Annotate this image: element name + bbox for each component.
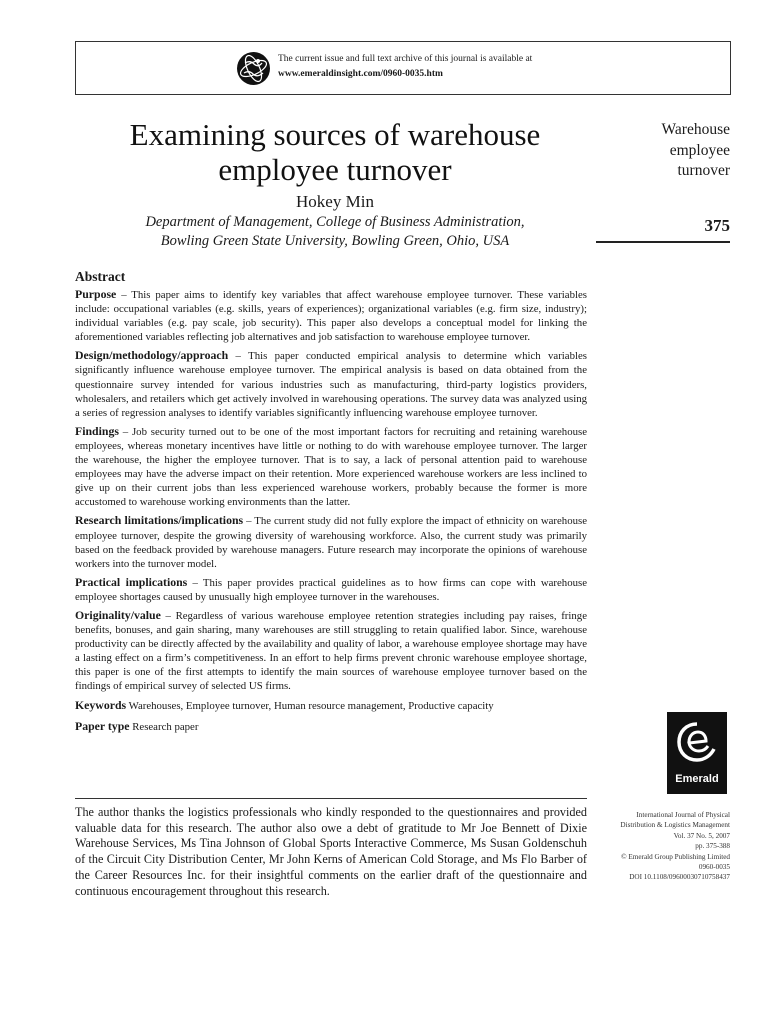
journal-name-line-1: International Journal of Physical <box>636 811 730 819</box>
author-name: Hokey Min <box>296 192 374 211</box>
journal-copyright: © Emerald Group Publishing Limited <box>621 852 730 861</box>
paper-type-label: Paper type <box>75 718 130 733</box>
abstract-section-purpose <box>75 287 587 344</box>
abstract-section-findings <box>75 424 587 510</box>
globe-icon <box>236 51 271 86</box>
section-text: – This paper conducted empirical analysis to determine which variables significantly influence warehouse employee turnover. The empirical analysis is based on data obtained from the questionnaire survey intended for various industries such as manufacturing, third-party logistics providers, wholesalers, and retailers which get actively involved in warehousing operations. The survey data was analyzed using a series of regression analyses to identify variables significantly influencing warehouse employee turnover. <box>75 350 587 419</box>
abstract-section-limitations <box>75 513 587 570</box>
journal-availability-box <box>75 41 731 95</box>
journal-doi: DOI 10.1108/09600030710758437 <box>629 873 730 882</box>
section-text: – The current study did not fully explore the impact of ethnicity on warehouse employee turnover, despite the growing diversity of warehousing workforce. Also, the current study was primarily based on the feedback provided by warehouse managers. Future research may incorporate the opinions of warehouse workers into the turnover model. <box>75 515 587 570</box>
abstract-heading: Abstract <box>75 269 126 284</box>
section-label: Research limitations/implications <box>75 513 244 528</box>
availability-notice <box>278 52 532 82</box>
journal-volume: Vol. 37 No. 5, 2007 <box>673 831 730 840</box>
paper-type <box>75 719 587 734</box>
section-text: – Regardless of various warehouse employee retention strategies including pay raises, fringe benefits, bonuses, and gain sharing, many warehouses are still struggling to retain qualified labor. Since, warehouse productivity can be directly affected by the availability and quality of labor, a warehouse employee shortage may have a lasting effect on a firm’s competitiveness. In an effort to help firms prevent chronic warehouse employee shortage, this paper is one of the first attempts to identify the main sources of warehouse employee turnover based on the findings of empirical survey of selected US firms. <box>75 609 587 693</box>
keywords-text: Warehouses, Employee turnover, Human resource management, Productive capacity <box>126 699 494 712</box>
emerald-logo-text: Emerald <box>675 773 719 785</box>
journal-pages: pp. 375-388 <box>695 842 730 851</box>
section-label: Purpose <box>75 287 117 301</box>
journal-name-line-2: Distribution & Logistics Management <box>620 821 730 830</box>
affiliation-line-1: Department of Management, College of Business Administration, <box>145 214 525 230</box>
abstract <box>75 268 587 734</box>
abstract-section-practical <box>75 575 587 604</box>
section-label: Practical implications <box>75 574 188 589</box>
acknowledgement: The author thanks the logistics professionals who kindly responded to the questionnaires and provided valuable data for this research. The author also owe a debt of gratitude to Mr Joe Bennett of Dixie Warehouse Services, Ms Tina Johnson of Global Sports Interactive Commerce, Ms Susan Goldenschuh of the Circuit City Distribution Center, Mr John Kerns of American Cold Storage, and Ms Flo Barber of the Career Resources Inc. for their insightful comments on the earlier draft of the questionnaire and continuous encouragement throughout this research. <box>75 805 587 898</box>
keywords-label: Keywords <box>75 697 127 712</box>
running-title-text: Warehouse employee turnover <box>661 121 730 179</box>
section-label: Originality/value <box>75 607 161 622</box>
keywords <box>75 698 587 713</box>
article-title: Examining sources of warehouse employee turnover <box>129 117 541 187</box>
abstract-section-design <box>75 348 587 419</box>
section-text: – Job security turned out to be one of the most important factors for recruiting and retaining warehouse employees, whereas monetary incentives have little or nothing to do with warehouse employee turnover. The larger the warehouse, the higher the employee turnover. That is to say, a lack of personal attention paid to warehouse employees may have the adverse impact on their retention. More experienced warehouse workers are less inclined to give up on their current jobs than less experienced warehouse workers, probably because the former is more accustomed to warehouse working environments than the latter. <box>75 425 587 509</box>
journal-issn: 0960-0035 <box>698 863 730 872</box>
journal-citation-info <box>590 810 730 883</box>
affiliation-line-2: Bowling Green State University, Bowling Green, Ohio, USA <box>160 233 510 249</box>
emerald-logo <box>667 712 727 794</box>
section-label: Design/methodology/approach <box>75 348 229 363</box>
availability-text: The current issue and full text archive of this journal is available at <box>278 54 533 64</box>
page-number-rule <box>596 241 730 243</box>
abstract-section-originality <box>75 608 587 694</box>
section-text: – This paper aims to identify key variables that affect warehouse employee turnover. These variables include: occupational variables (e.g. skills, years of experiences); organizational variables (e.g. firm size, industry); individual variables (e.g. pay scale, job security). This paper also develops a conceptual model for linking the aforementioned variables reflecting job alternatives and job satisfaction to warehouse employee turnover. <box>75 289 587 344</box>
page-number: 375 <box>704 216 730 235</box>
author-affiliation <box>75 213 595 251</box>
paper-type-text: Research paper <box>129 720 199 733</box>
journal-url-link[interactable]: www.emeraldinsight.com/0960-0035.htm <box>278 69 443 79</box>
emerald-logo-mark-icon <box>675 720 719 768</box>
section-label: Findings <box>75 423 119 438</box>
footnote-rule <box>75 798 587 799</box>
running-title <box>600 120 730 182</box>
section-text: – This paper provides practical guidelines as to how firms can cope with warehouse employee shortages caused by unusually high employee turnover in the warehouses. <box>75 576 587 603</box>
